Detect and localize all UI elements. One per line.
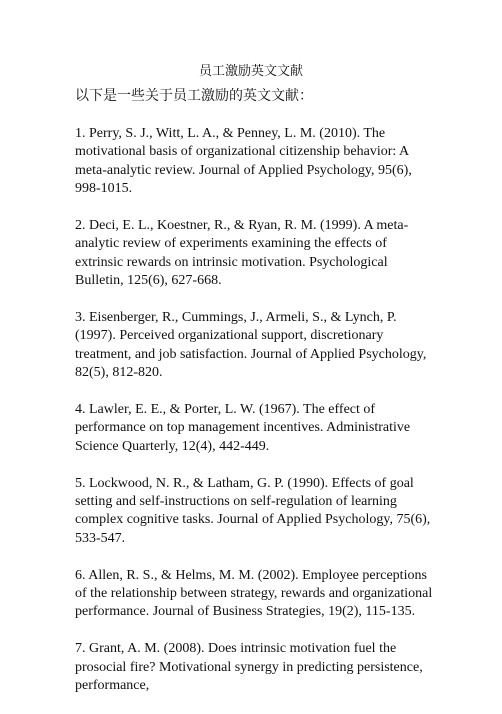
intro-text: 以下是一些关于员工激励的英文文献：	[75, 89, 313, 104]
reference-item: 3. Eisenberger, R., Cummings, J., Armeli, S., & Lynch, P. (1997). Perceived organizational support, discretionary treatment, and job satisfaction. Journal of Applied Psychology, 82(5), 812-820.	[75, 310, 427, 381]
reference-item: 2. Deci, E. L., Koestner, R., & Ryan, R. M. (1999). A meta-analytic review of experiments examining the effects of extrinsic rewards on intrinsic motivation. Psychological Bulletin, 125(6), 627-668.	[75, 218, 409, 289]
reference-item: 1. Perry, S. J., Witt, L. A., & Penney, L. M. (2010). The motivational basis of organizational citizenship behavior: A meta-analytic review. Journal of Applied Psychology, 95(6), 998-1015.	[75, 126, 412, 197]
reference-list	[75, 125, 435, 714]
document-title: 员工激励英文文献	[198, 63, 303, 78]
reference-item: 4. Lawler, E. E., & Porter, L. W. (1967). The effect of performance on top management incentives. Administrative Science Quarterly, 12(4), 442-449.	[75, 402, 411, 454]
reference-item: 7. Grant, A. M. (2008). Does intrinsic motivation fuel the prosocial fire? Motivational synergy in predicting persistence, performance,	[75, 641, 423, 694]
reference-item: 6. Allen, R. S., & Helms, M. M. (2002). Employee perceptions of the relationship between strategy, rewards and organizational performance. Journal of Business Strategies, 19(2), 115-135.	[75, 567, 433, 620]
reference-item: 5. Lockwood, N. R., & Latham, G. P. (1990). Effects of goal setting and self-instructions on self-regulation of learning complex cognitive tasks. Journal of Applied Psychology, 75(6), 533-547.	[75, 475, 431, 546]
